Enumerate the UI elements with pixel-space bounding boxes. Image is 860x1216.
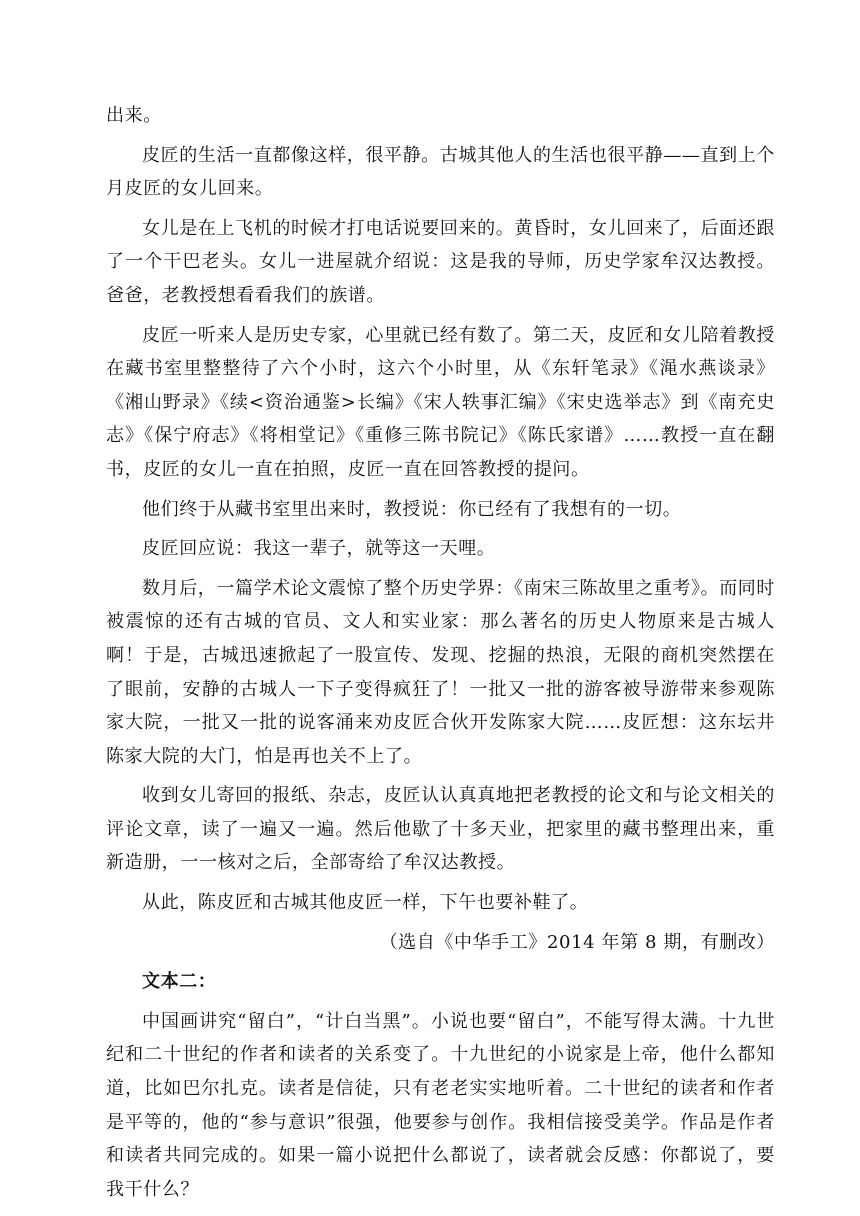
paragraph-continuation: 出来。	[106, 105, 162, 126]
document-body	[106, 99, 775, 1212]
paragraph: 收到女儿寄回的报纸、杂志，皮匠认认真真地把老教授的论文和与论文相关的评论文章，读了一遍又一遍。然后他歇了十多天业，把家里的藏书整理出来，重新造册，一一核对之后，全部寄给了牟汉达教授。	[106, 785, 775, 874]
paragraph: 女儿是在上飞机的时候才打电话说要回来的。黄昏时，女儿回来了，后面还跟了一个干巴老头。女儿一进屋就介绍说：这是我的导师，历史学家牟汉达教授。爸爸，老教授想看看我们的族谱。	[106, 217, 775, 306]
paragraph: 从此，陈皮匠和古城其他皮匠一样，下午也要补鞋了。	[142, 892, 589, 914]
source-citation: （选自《中华手工》2014 年第 8 期，有删改）	[379, 931, 775, 953]
paragraph: 中国画讲究“留白”，“计白当黑”。小说也要“留白”，不能写得太满。十九世纪和二十世纪的作者和读者的关系变了。十九世纪的小说家是上帝，他什么都知道，比如巴尔扎克。读者是信徒，只有老老实实地听着。二十世纪的读者和作者是平等的，他的“参与意识”很强，他要参与创作。我相信接受美学。作品是作者和读者共同完成的。如果一篇小说把什么都说了，读者就会反感：你都说了，要我干什么？	[106, 1010, 775, 1200]
paragraph: 数月后，一篇学术论文震惊了整个历史学界：《南宋三陈故里之重考》。而同时被震惊的还有古城的官员、文人和实业家：那么著名的历史人物原来是古城人啊！于是，古城迅速掀起了一股宣传、发现、挖掘的热浪，无限的商机突然摆在了眼前，安静的古城人一下子变得疯狂了！一批又一批的游客被导游带来参观陈家大院，一批又一批的说客涌来劝皮匠合伙开发陈家大院……皮匠想：这东坛井陈家大院的大门，怕是再也关不上了。	[106, 577, 775, 767]
section-heading: 文本二：	[142, 971, 217, 993]
paragraph: 皮匠的生活一直都像这样，很平静。古城其他人的生活也很平静——直到上个月皮匠的女儿回来。	[106, 144, 775, 200]
paragraph: 皮匠一听来人是历史专家，心里就已经有数了。第二天，皮匠和女儿陪着教授在藏书室里整整待了六个小时，这六个小时里，从《东轩笔录》《渑水燕谈录》《湘山野录》《续<资治通鉴>长编》《宋人轶事汇编》《宋史选举志》到《南充史志》《保宁府志》《将相堂记》《重修三陈书院记》《陈氏家谱》……教授一直在翻书，皮匠的女儿一直在拍照，皮匠一直在回答教授的提问。	[106, 324, 775, 480]
paragraph: 他们终于从藏书室里出来时，教授说：你已经有了我想有的一切。	[142, 498, 682, 520]
paragraph: 皮匠回应说：我这一辈子，就等这一天哩。	[142, 538, 496, 560]
